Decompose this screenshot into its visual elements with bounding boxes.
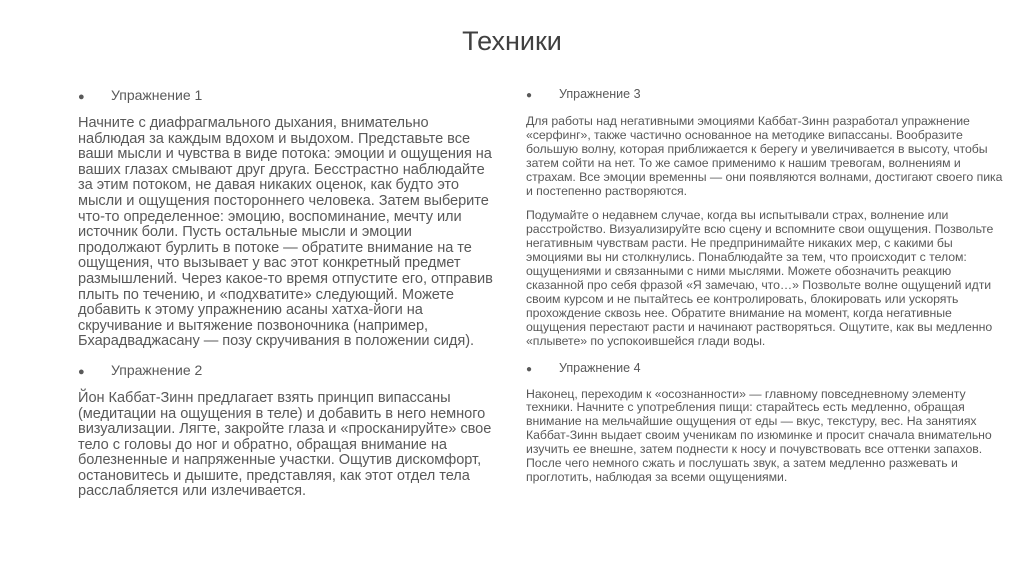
exercise-1-heading (78, 86, 498, 106)
exercise-3-heading (526, 86, 1012, 104)
exercise-4-text: Наконец, переходим к «осознанности» — главному повседневному элементу техники. Начните с употребления пищи: старайтесь есть медленно, обращая внимание на мельчайшие ощущения от еды — вкус, текстуру, вес. На занятиях Каббат-Зинн выдает своим ученикам по изюминке и просит сначала внимательно изучить ее внешне, затем поднести к носу и почувствовать все оттенки запахов. После чего немного сжать и послушать звук, а затем медленно разжевать и проглотить, наблюдая за всеми ощущениями. (526, 386, 992, 484)
bullet-icon: ● (526, 90, 533, 101)
left-column (78, 86, 498, 500)
bullet-icon: ● (78, 365, 85, 378)
exercise-2-heading (78, 361, 498, 381)
exercise-3-text-1: Для работы над негативными эмоциями Каббат-Зинн разработал упражнение «серфинг», также частично основанное на методике випассаны. Вообразите большую волну, которая приближается к берегу и увеличивается в высоту, чтобы затем сойти на нет. То же самое применимо к нашим тревогам, волнениям и страхам. Все эмоции временны — они появляются волнами, достигают своего пика и постепенно растворяются. (526, 114, 1003, 198)
right-column (526, 86, 1012, 485)
page-title: Техники (462, 26, 562, 56)
exercise-4-label: Упражнение 4 (559, 360, 641, 375)
exercise-3-text-2: Подумайте о недавнем случае, когда вы испытывали страх, волнение или расстройство. Визуализируйте всю сцену и вспомните свои ощущения. Позвольте негативным чувствам расти. Не предпринимайте никаких мер, с какими бы эмоциями вы ни столкнулись. Понаблюдайте за тем, что происходит с телом: ощущениями и связанными с ними мыслями. Можете обозначить реакцию сказанной про себя фразой «Я замечаю, что…» Позвольте волне ощущений идти своим курсом и не пытайтесь ее контролировать, блокировать или ускорять прохождение сквозь нее. Обратите внимание на момент, когда негативные ощущения перестают расти и начинают растворяться. Ощутите, как вы медленно «плывете» по успокоившейся глади воды. (526, 208, 994, 348)
exercise-1-text: Начните с диафрагмального дыхания, внимательно наблюдая за каждым вдохом и выдохом. Представьте все ваши мысли и чувства в виде потока: эмоции и ощущения на ваших глазах смывают друг друга. Бесстрастно наблюдайте за этим потоком, не давая никаких оценок, как будто это мысли и ощущения постороннего человека. Затем выберите что-то определенное: эмоцию, воспоминание, мечту или источник боли. Пусть остальные мысли и эмоции продолжают бурлить в потоке — обратите внимание на те ощущения, что вызывает у вас этот конкретный предмет размышлений. Через какое-то время отпустите его, отправив плыть по течению, и «подхватите» следующий. Можете добавить к этому упражнению асаны хатха-йоги на скручивание и вытяжение позвоночника (например, Бхарадваджасану — позу скручивания в положении сидя). (78, 115, 493, 350)
exercise-2-label: Упражнение 2 (111, 361, 203, 378)
exercise-3-label: Упражнение 3 (559, 87, 641, 101)
exercise-4-heading (526, 360, 1012, 378)
bullet-icon: ● (78, 91, 85, 103)
exercise-1-label: Упражнение 1 (111, 87, 203, 103)
exercise-2-text: Йон Каббат-Зинн предлагает взять принцип випассаны (медитации на ощущения в теле) и добавить в него немного визуализации. Лягте, закройте глаза и «просканируйте» свое тело с головы до ног и обратно, обращая внимание на болезненные и напряженные участки. Ощутив дискомфорт, остановитесь и дышите, представляя, как этот отдел тела расслабляется или излечивается. (78, 389, 492, 500)
bullet-icon: ● (526, 363, 533, 375)
